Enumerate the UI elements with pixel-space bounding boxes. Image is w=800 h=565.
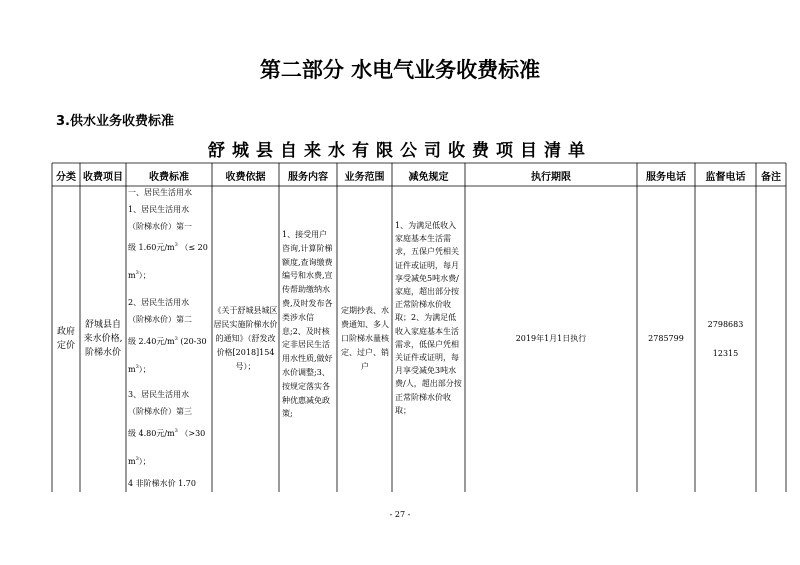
header-supervise-phone: 监督电话 bbox=[705, 171, 746, 183]
standard-line: $m^3$）； bbox=[128, 456, 151, 466]
header-service: 服务内容 bbox=[288, 171, 328, 183]
standard-line: （阶梯水价）第一 bbox=[128, 222, 192, 231]
header-category: 分类 bbox=[56, 171, 76, 183]
header-scope: 业务范围 bbox=[344, 171, 385, 183]
standard-line: 1、居民生活用水 bbox=[128, 205, 190, 214]
standard-line: 4 非阶梯水价 1.70 bbox=[128, 479, 196, 488]
supervise-phone-2: 12315 bbox=[712, 348, 739, 358]
page-number: - 27 - bbox=[389, 510, 411, 519]
cell-basis: 《关于舒城县城区居民实施阶梯水价的通知》（舒发改价格[2018]154号）； bbox=[213, 306, 278, 371]
standard-line: （阶梯水价）第二 bbox=[128, 315, 192, 324]
cell-period: 2019年1月1日执行 bbox=[515, 334, 587, 344]
header-reduction: 减免规定 bbox=[408, 171, 449, 183]
standard-line: 一、居民生活用水 bbox=[128, 188, 192, 197]
table-title: 舒城县自来水有限公司收费项目清单 bbox=[208, 141, 592, 161]
standard-line: $m^3$）； bbox=[128, 270, 151, 280]
page-title: 第二部分 水电气业务收费标准 bbox=[259, 58, 541, 82]
header-note: 备注 bbox=[761, 171, 781, 183]
cell-scope: 定期抄表、水费通知、多人口阶梯水量核定、过户、销户 bbox=[341, 306, 389, 371]
cell-reduction: 1、为满足低收入家庭基本生活需求，五保户凭相关证件或证明，每月享受减免5吨水费/家庭，超出部分按正常阶梯水价收取；2、为满足低收入家庭基本生活需求，低保户凭相关证件或证明，每月享受减免3吨水费/人，超出部分按正常阶梯水价收取； bbox=[395, 221, 462, 415]
cell-note bbox=[757, 186, 785, 492]
cell-service-phone: 2785799 bbox=[648, 334, 684, 344]
header-item: 收费项目 bbox=[83, 171, 123, 183]
cell-service: 1、接受用户咨询,计算阶梯额度,查询缴费编号和水费,宣传帮助缴纳水费,及时发布各类涉水信息;2、及时核定非居民生活用水性质,做好水价调整;3、按规定落实各种优惠减免政策; bbox=[282, 230, 333, 419]
header-standard: 收费标准 bbox=[149, 171, 189, 183]
header-period: 执行期限 bbox=[531, 171, 571, 183]
standard-line: （阶梯水价）第三 bbox=[128, 407, 192, 416]
standard-line: 2、居民生活用水 bbox=[128, 298, 190, 307]
cell-supervise-phone bbox=[696, 186, 755, 492]
section-heading: 3.供水业务收费标准 bbox=[56, 114, 174, 129]
standard-line: 级 4.80元$/m^3$ （>30 bbox=[128, 428, 206, 438]
header-service-phone: 服务电话 bbox=[646, 171, 686, 183]
standard-line: 级 1.60元$/m^3$ （≤ 20 bbox=[128, 242, 208, 252]
supervise-phone-1: 2798683 bbox=[707, 320, 744, 330]
standard-line: 3、居民生活用水 bbox=[128, 390, 190, 399]
header-basis: 收费依据 bbox=[225, 171, 266, 183]
cell-category: 政府定价 bbox=[56, 327, 75, 351]
standard-line: $m^3$）； bbox=[128, 364, 151, 374]
standard-line: 级 2.40元$/m^3$ (20-30 bbox=[128, 336, 207, 346]
cell-item: 舒城县自来水价格,阶梯水价 bbox=[83, 320, 123, 358]
